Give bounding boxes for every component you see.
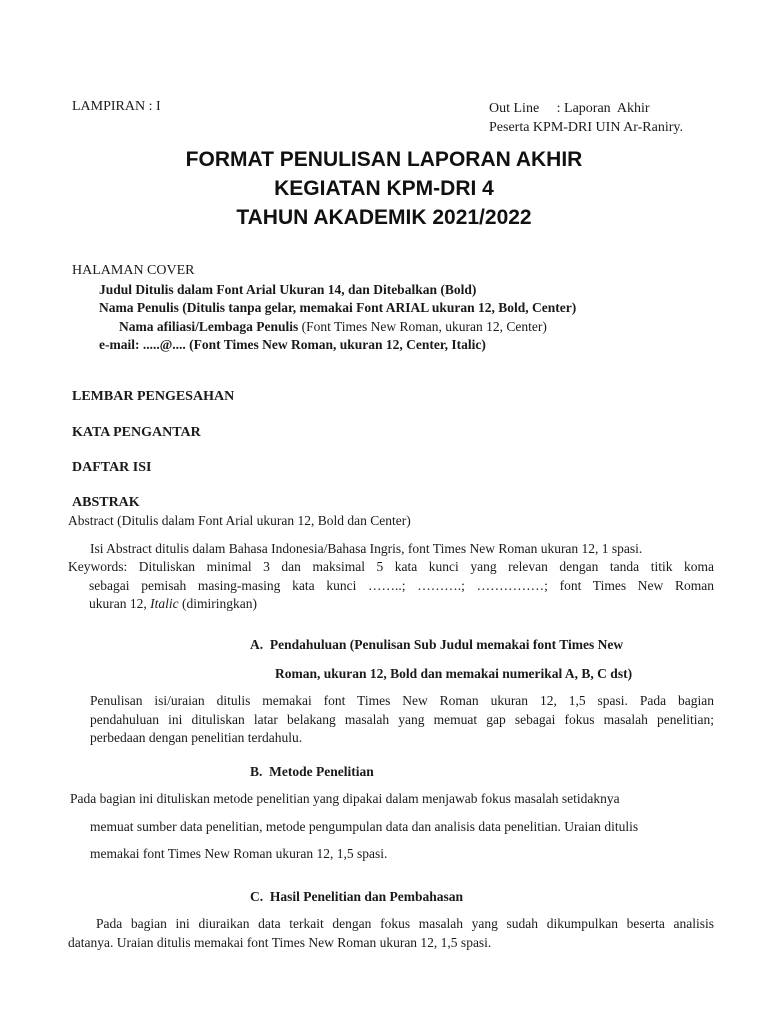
keywords-line-3-post: (dimiringkan) [178,596,257,611]
section-kata-pengantar: KATA PENGANTAR [72,425,201,440]
metode-line-2: memuat sumber data penelitian, metode pengumpulan data dan analisis data penelitian. Uraian ditulis [90,819,639,834]
abstract-body: Isi Abstract ditulis dalam Bahasa Indonesia/Bahasa Ingris, font Times New Roman ukuran 12, 1 spasi. [90,541,643,556]
pendahuluan-line-3: perbedaan dengan penelitian terdahulu. [90,730,303,745]
cover-item-afiliasi-bold: Nama afiliasi/Lembaga Penulis [119,319,299,334]
cover-item-judul: Judul Ditulis dalam Font Arial Ukuran 14, dan Ditebalkan (Bold) [99,282,477,297]
keywords-line-3-italic: Italic [150,596,179,611]
pendahuluan-line-1: Penulisan isi/uraian ditulis memakai font Times New Roman ukuran 12, 1,5 spasi. Pada bagian [90,693,714,708]
keywords-line-2: sebagai pemisah masing-masing kata kunci ……..; ……….; ……………; font Times New Roman [89,577,714,593]
keywords-line-3 [68,595,714,614]
outline-line-1: Out Line : Laporan Akhir [489,101,650,116]
lampiran-label: LAMPIRAN : I [72,99,161,114]
section-abstrak: ABSTRAK [72,495,140,510]
halaman-cover-heading: HALAMAN COVER [72,263,195,278]
keywords-line-1: Keywords: Dituliskan minimal 3 dan maksimal 5 kata kunci yang relevan dengan tanda titik koma [68,559,714,574]
cover-item-afiliasi-rest: (Font Times New Roman, ukuran 12, Center) [298,319,547,334]
hasil-heading: C. Hasil Penelitian dan Pembahasan [250,889,464,904]
cover-item-email: e-mail: .....@.... (Font Times New Roman, ukuran 12, Center, Italic) [99,337,486,352]
metode-line-3: memakai font Times New Roman ukuran 12, 1,5 spasi. [90,846,388,861]
metode-heading: B. Metode Penelitian [250,764,374,779]
abstract-subtitle: Abstract (Ditulis dalam Font Arial ukuran 12, Bold dan Center) [68,513,411,528]
pendahuluan-heading-line-1: A. Pendahuluan (Penulisan Sub Judul memakai font Times New [250,637,624,652]
document-title-line-2: KEGIATAN KPM-DRI 4 [274,177,494,200]
pendahuluan-heading-line-2: Roman, ukuran 12, Bold dan memakai numerikal A, B, C dst) [275,666,633,681]
abstract-keywords [68,558,714,614]
outline-block [489,99,683,137]
metode-line-1: Pada bagian ini dituliskan metode penelitian yang dipakai dalam menjawab fokus masalah setidaknya [70,791,620,806]
pendahuluan-paragraph [90,692,714,748]
document-title-line-1: FORMAT PENULISAN LAPORAN AKHIR [185,148,583,171]
section-daftar-isi: DAFTAR ISI [72,460,152,475]
section-lembar-pengesahan: LEMBAR PENGESAHAN [72,389,235,404]
outline-line-2: Peserta KPM-DRI UIN Ar-Raniry. [489,120,684,135]
document-title-line-3: TAHUN AKADEMIK 2021/2022 [236,206,532,229]
hasil-paragraph [68,915,714,952]
pendahuluan-line-2: pendahuluan ini dituliskan latar belakang masalah yang memuat gap sebagai fokus masalah penelitian; [90,711,714,727]
cover-item-afiliasi [119,319,547,335]
cover-item-nama-penulis: Nama Penulis (Ditulis tanpa gelar, memakai Font ARIAL ukuran 12, Bold, Center) [99,300,577,315]
hasil-line-1: Pada bagian ini diuraikan data terkait dengan fokus masalah yang sudah dikumpulkan beserta analisis [96,916,714,931]
keywords-line-3-pre: ukuran 12, [89,596,151,611]
hasil-line-2: datanya. Uraian ditulis memakai font Times New Roman ukuran 12, 1,5 spasi. [68,934,492,950]
